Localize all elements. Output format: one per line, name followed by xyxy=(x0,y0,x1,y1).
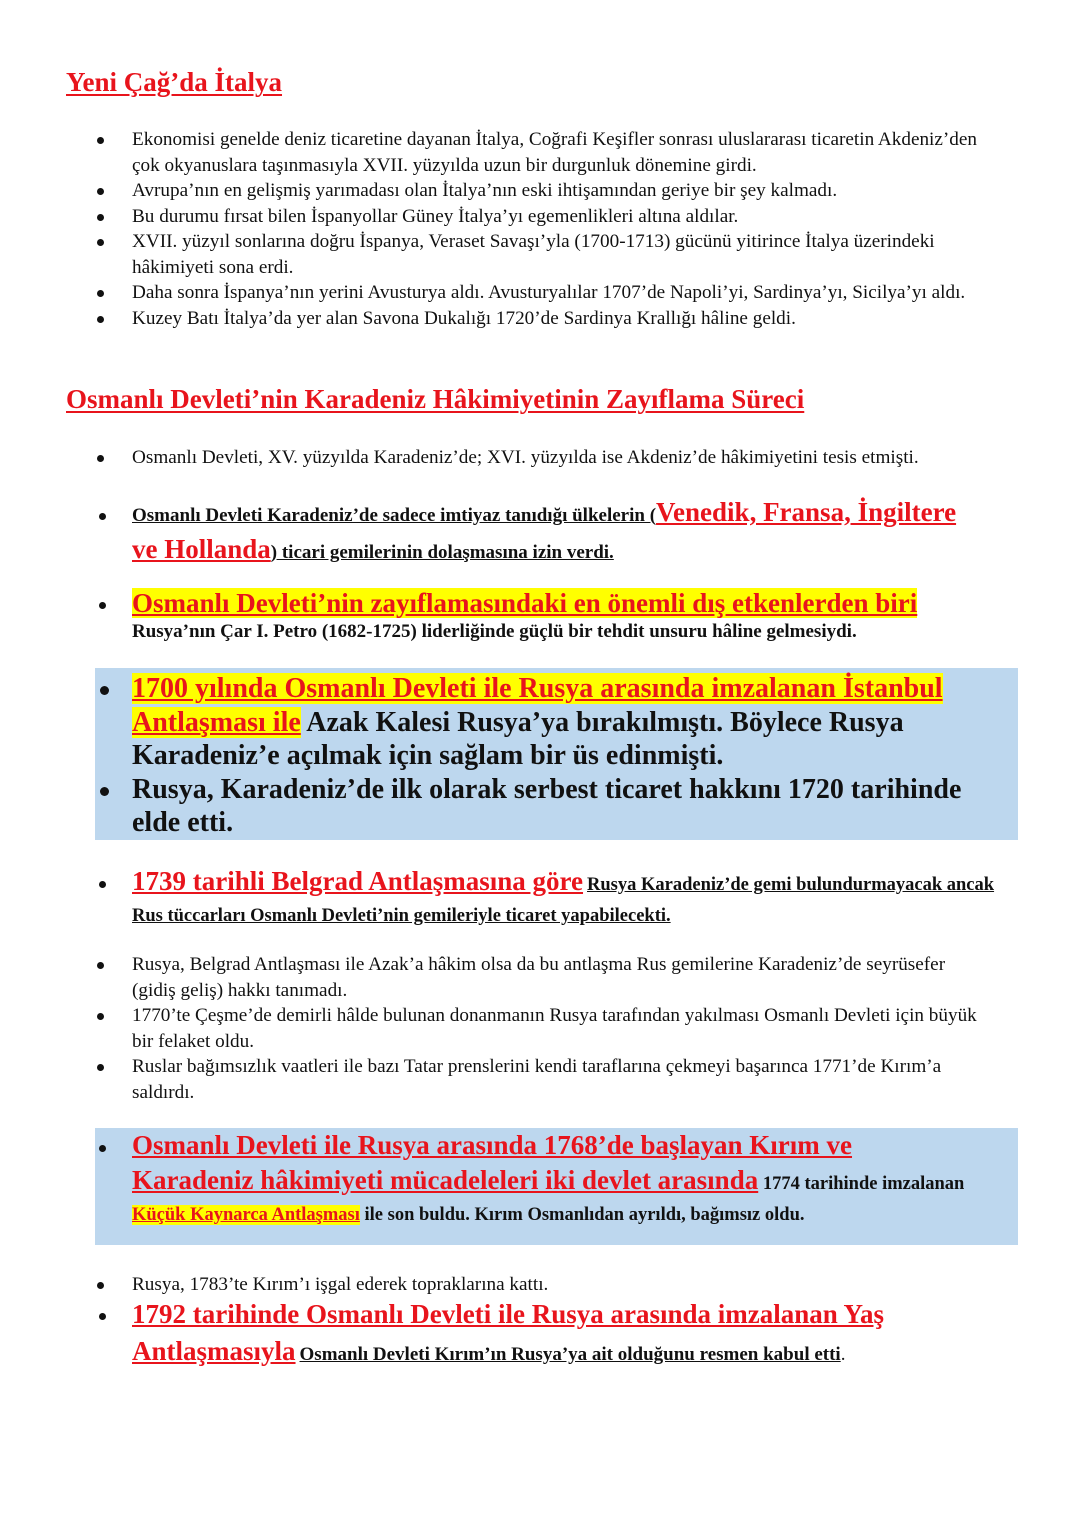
belgrad-list xyxy=(97,866,1017,932)
list-item: XVII. yüzyıl sonlarına doğru İspanya, Veraset Savaşı’yla (1700-1713) gücünü yitirince İtalya üzerindeki hâkimiyeti sona erdi. xyxy=(97,229,987,280)
kirim-isgal-list xyxy=(97,1272,987,1298)
bullet-icon xyxy=(100,787,109,796)
bullet-icon xyxy=(97,962,104,969)
imtiyaz-list xyxy=(97,496,977,570)
bullet-icon xyxy=(97,137,104,144)
list-item: Daha sonra İspanya’nın yerini Avusturya aldı. Avusturyalılar 1707’de Napoli’yi, Sardinya’yı, Sicilya’yı aldı. xyxy=(97,280,987,306)
list-item: Ruslar bağımsızlık vaatleri ile bazı Tatar prenslerini kendi taraflarına çekmeyi başarınca 1771’de Kırım’a saldırdı. xyxy=(97,1054,987,1105)
bullet-icon xyxy=(97,316,104,323)
list-item: Ekonomisi genelde deniz ticaretine dayanan İtalya, Coğrafi Keşifler sonrası uluslararası ticaretin Akdeniz’den çok okyanuslara taşınmasıyla XVII. yüzyılda uzun bir durgunluk dönemine girdi. xyxy=(97,127,987,178)
karadeniz-intro-list xyxy=(97,445,967,471)
list-item: Rusya, Belgrad Antlaşması ile Azak’a hâkim olsa da bu antlaşma Rus gemilerine Karadeniz’de seyrüsefer (gidiş geliş) hakkı tanımadı. xyxy=(97,952,987,1003)
italya-bullet-list xyxy=(97,127,987,331)
dis-etken-list xyxy=(97,587,987,645)
bullet-icon xyxy=(97,239,104,246)
list-item: Kuzey Batı İtalya’da yer alan Savona Dukalığı 1720’de Sardinya Krallığı hâline geldi. xyxy=(97,306,987,332)
highlighted-text: Osmanlı Devleti’nin zayıflamasındaki en önemli dış etkenlerden biri xyxy=(132,588,918,618)
list-item: Rusya, Karadeniz’de ilk olarak serbest ticaret hakkını 1720 tarihinde elde etti. xyxy=(97,773,1002,840)
list-item: Osmanlı Devleti Karadeniz’de sadece imtiyaz tanıdığı ülkelerin (Venedik, Fransa, İngiltere ve Hollanda) ticari gemilerinin dolaşmasına izin verdi. xyxy=(97,496,977,570)
highlighted-text: 1700 yılında Osmanlı Devleti ile Rusya arasında imzalanan İstanbul Antlaşması ile xyxy=(132,673,943,738)
bullet-icon xyxy=(97,1282,104,1289)
list-item: 1700 yılında Osmanlı Devleti ile Rusya arasında imzalanan İstanbul Antlaşması ile Azak Kalesi Rusya’ya bırakılmıştı. Böylece Rusya Karadeniz’e açılmak için sağlam bir üs edinmişti. xyxy=(97,672,1002,773)
list-item: Rusya, 1783’te Kırım’ı işgal ederek topraklarına kattı. xyxy=(97,1272,987,1298)
bullet-icon xyxy=(97,1013,104,1020)
bullet-icon xyxy=(97,214,104,221)
bullet-icon xyxy=(99,881,106,888)
bullet-icon xyxy=(97,1064,104,1071)
list-item: Bu durumu fırsat bilen İspanyollar Güney İtalya’yı egemenlikleri altına aldılar. xyxy=(97,204,987,230)
rusya-events-list xyxy=(97,952,987,1105)
list-item: Osmanlı Devleti ile Rusya arasında 1768’de başlayan Kırım ve Karadeniz hâkimiyeti mücadeleleri iki devlet arasında 1774 tarihinde imzalanan Küçük Kaynarca Antlaşması ile son buldu. Kırım Osmanlıdan ayrıldı, bağımsız oldu. xyxy=(97,1130,977,1231)
heading-yeni-cag-italya: Yeni Çağ’da İtalya xyxy=(66,67,283,97)
bullet-icon xyxy=(97,290,104,297)
list-item: 1792 tarihinde Osmanlı Devleti ile Rusya arasında imzalanan Yaş Antlaşmasıyla Osmanlı Devleti Kırım’ın Rusya’ya ait olduğunu resmen kabul etti. xyxy=(97,1298,967,1372)
list-item: Osmanlı Devleti, XV. yüzyılda Karadeniz’de; XVI. yüzyılda ise Akdeniz’de hâkimiyetini tesis etmişti. xyxy=(97,445,967,471)
list-item: Avrupa’nın en gelişmiş yarımadası olan İtalya’nın eski ihtişamından geriye bir şey kalmadı. xyxy=(97,178,987,204)
list-item: 1770’te Çeşme’de demirli hâlde bulunan donanmanın Rusya tarafından yakılması Osmanlı Devleti için büyük bir felaket oldu. xyxy=(97,1003,987,1054)
bullet-icon xyxy=(99,1145,106,1152)
bullet-icon xyxy=(99,513,106,520)
istanbul-antlasmasi-list xyxy=(97,672,1002,840)
yas-antlasmasi-list xyxy=(97,1298,967,1372)
bullet-icon xyxy=(100,686,109,695)
bullet-icon xyxy=(97,188,104,195)
heading-karadeniz-hakimiyeti: Osmanlı Devleti’nin Karadeniz Hâkimiyetinin Zayıflama Süreci xyxy=(66,384,805,414)
list-item: 1739 tarihli Belgrad Antlaşmasına göre Rusya Karadeniz’de gemi bulundurmayacak ancak Rus tüccarları Osmanlı Devleti’nin gemileriyle ticaret yapabilecekti. xyxy=(97,866,1017,932)
bullet-icon xyxy=(97,455,104,462)
kucuk-kaynarca-list xyxy=(97,1130,977,1231)
highlighted-text: Küçük Kaynarca Antlaşması xyxy=(132,1205,360,1225)
list-item: Osmanlı Devleti’nin zayıflamasındaki en önemli dış etkenlerden biri Rusya’nın Çar I. Petro (1682-1725) liderliğinde güçlü bir tehdit unsuru hâline gelmesiydi. xyxy=(97,587,987,645)
bullet-icon xyxy=(99,602,106,609)
bullet-icon xyxy=(99,1313,106,1320)
